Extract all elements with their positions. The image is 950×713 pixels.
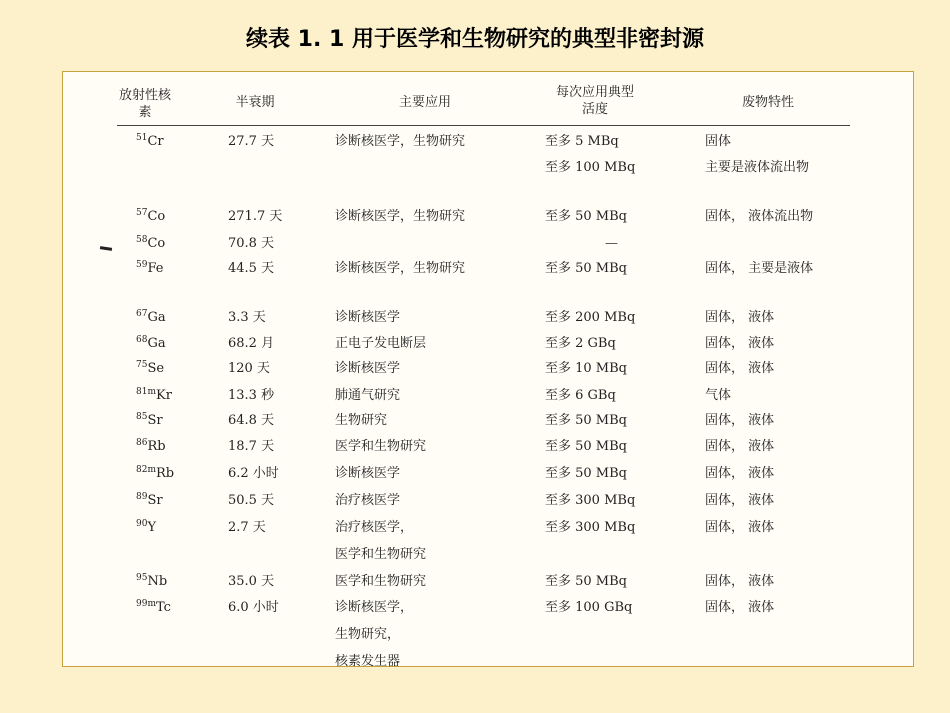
activity-cell: 至多 50 MBq: [545, 209, 627, 224]
application-cell: 治疗核医学: [335, 493, 401, 508]
halflife-cell: 50.5 天: [228, 493, 275, 508]
element-symbol: Y: [147, 520, 157, 535]
application-cell: 诊断核医学，: [335, 600, 414, 615]
waste-cell: 固体， 液体: [705, 600, 775, 615]
page-title: 续表 1. 1 用于医学和生物研究的典型非密封源: [246, 27, 704, 52]
nuclide-cell: [136, 259, 163, 278]
waste-cell: 固体， 液体: [705, 439, 775, 454]
halflife-cell: 271.7 天: [228, 209, 283, 224]
activity-cell: 至多 300 MBq: [545, 520, 636, 535]
mass-number: 67: [136, 309, 148, 319]
application-cell: 医学和生物研究: [335, 439, 427, 454]
waste-cell: 气体: [705, 388, 732, 403]
nuclide-cell: [136, 234, 165, 253]
nuclide-cell: [136, 598, 171, 617]
mass-number: 89: [136, 492, 148, 502]
mass-number: 95: [136, 573, 148, 583]
header-nuclide: 放射性核素: [118, 88, 171, 120]
header-rule: [117, 125, 850, 126]
waste-cell: 固体， 液体: [705, 413, 775, 428]
nuclide-cell: [136, 132, 164, 151]
application-cell: 诊断核医学: [335, 466, 401, 481]
activity-cell: 至多 6 GBq: [545, 388, 616, 403]
element-symbol: Ga: [147, 336, 166, 351]
waste-cell: 固体， 液体: [705, 493, 775, 508]
element-symbol: Rb: [147, 439, 166, 454]
nuclide-cell: [136, 491, 163, 510]
application-cell: 核素发生器: [335, 654, 401, 669]
element-symbol: Tc: [156, 600, 171, 615]
activity-cell: 至多 50 MBq: [545, 439, 627, 454]
activity-cell: 至多 300 MBq: [545, 493, 636, 508]
nuclide-cell: [136, 572, 167, 591]
application-cell: 医学和生物研究: [335, 547, 427, 562]
activity-cell: 至多 200 MBq: [545, 310, 636, 325]
halflife-cell: 6.2 小时: [228, 466, 279, 481]
mass-number: 86: [136, 438, 148, 448]
halflife-cell: 70.8 天: [228, 236, 275, 251]
waste-cell: 主要是液体流出物: [705, 160, 810, 175]
waste-cell: 固体， 液体: [705, 520, 775, 535]
nuclide-cell: [136, 207, 165, 226]
halflife-cell: 64.8 天: [228, 413, 275, 428]
mass-number: 82m: [136, 465, 156, 475]
halflife-cell: 27.7 天: [228, 134, 275, 149]
application-cell: 诊断核医学，生物研究: [335, 261, 466, 276]
halflife-cell: 3.3 天: [228, 310, 266, 325]
halflife-cell: 13.3 秒: [228, 388, 275, 403]
waste-cell: 固体， 主要是液体: [705, 261, 814, 276]
waste-cell: 固体， 液体: [705, 574, 775, 589]
application-cell: 诊断核医学，生物研究: [335, 134, 466, 149]
nuclide-cell: [136, 518, 156, 537]
nuclide-cell: [136, 411, 163, 430]
nuclide-cell: [136, 386, 172, 405]
activity-cell: 至多 100 MBq: [545, 160, 636, 175]
mass-number: 99m: [136, 599, 156, 609]
halflife-cell: 6.0 小时: [228, 600, 279, 615]
mass-number: 58: [136, 235, 148, 245]
mass-number: 59: [136, 260, 148, 270]
activity-cell: 至多 50 MBq: [545, 413, 627, 428]
halflife-cell: 18.7 天: [228, 439, 275, 454]
activity-cell: 至多 2 GBq: [545, 336, 616, 351]
header-activity: 每次应用典型活度: [555, 85, 634, 117]
halflife-cell: 2.7 天: [228, 520, 266, 535]
waste-cell: 固体， 液体: [705, 466, 775, 481]
halflife-cell: 44.5 天: [228, 261, 275, 276]
application-cell: 生物研究: [335, 413, 388, 428]
waste-cell: 固体， 液体: [705, 336, 775, 351]
waste-cell: 固体， 液体: [705, 361, 775, 376]
waste-cell: 固体: [705, 134, 732, 149]
halflife-cell: 35.0 天: [228, 574, 275, 589]
mass-number: 57: [136, 208, 148, 218]
element-symbol: Co: [147, 209, 166, 224]
element-symbol: Co: [147, 236, 166, 251]
activity-cell: —: [605, 236, 618, 251]
nuclide-cell: [136, 437, 166, 456]
application-cell: 诊断核医学: [335, 310, 401, 325]
nuclide-cell: [136, 359, 164, 378]
element-symbol: Se: [147, 361, 165, 376]
header-application: 主要应用: [398, 95, 451, 110]
element-symbol: Rb: [156, 466, 175, 481]
activity-cell: 至多 100 GBq: [545, 600, 633, 615]
application-cell: 治疗核医学，: [335, 520, 414, 535]
application-cell: 生物研究，: [335, 627, 401, 642]
activity-cell: 至多 10 MBq: [545, 361, 627, 376]
element-symbol: Fe: [147, 261, 164, 276]
nuclide-cell: [136, 334, 166, 353]
application-cell: 诊断核医学: [335, 361, 401, 376]
activity-cell: 至多 50 MBq: [545, 574, 627, 589]
header-waste: 废物特性: [741, 95, 794, 110]
mass-number: 51: [136, 133, 148, 143]
mass-number: 81m: [136, 387, 156, 397]
application-cell: 诊断核医学，生物研究: [335, 209, 466, 224]
halflife-cell: 120 天: [228, 361, 270, 376]
nuclide-cell: [136, 464, 174, 483]
element-symbol: Nb: [147, 574, 168, 589]
element-symbol: Ga: [147, 310, 166, 325]
element-symbol: Sr: [147, 413, 163, 428]
activity-cell: 至多 50 MBq: [545, 261, 627, 276]
application-cell: 正电子发电断层: [335, 336, 427, 351]
element-symbol: Kr: [156, 388, 172, 403]
nuclide-cell: [136, 308, 166, 327]
activity-cell: 至多 5 MBq: [545, 134, 619, 149]
application-cell: 医学和生物研究: [335, 574, 427, 589]
header-halflife: 半衰期: [235, 95, 275, 110]
activity-cell: 至多 50 MBq: [545, 466, 627, 481]
element-symbol: Sr: [147, 493, 163, 508]
waste-cell: 固体， 液体流出物: [705, 209, 814, 224]
mass-number: 75: [136, 360, 148, 370]
mass-number: 85: [136, 412, 148, 422]
application-cell: 肺通气研究: [335, 388, 401, 403]
waste-cell: 固体， 液体: [705, 310, 775, 325]
halflife-cell: 68.2 月: [228, 336, 275, 351]
mass-number: 90: [136, 519, 148, 529]
element-symbol: Cr: [147, 134, 164, 149]
mass-number: 68: [136, 335, 148, 345]
